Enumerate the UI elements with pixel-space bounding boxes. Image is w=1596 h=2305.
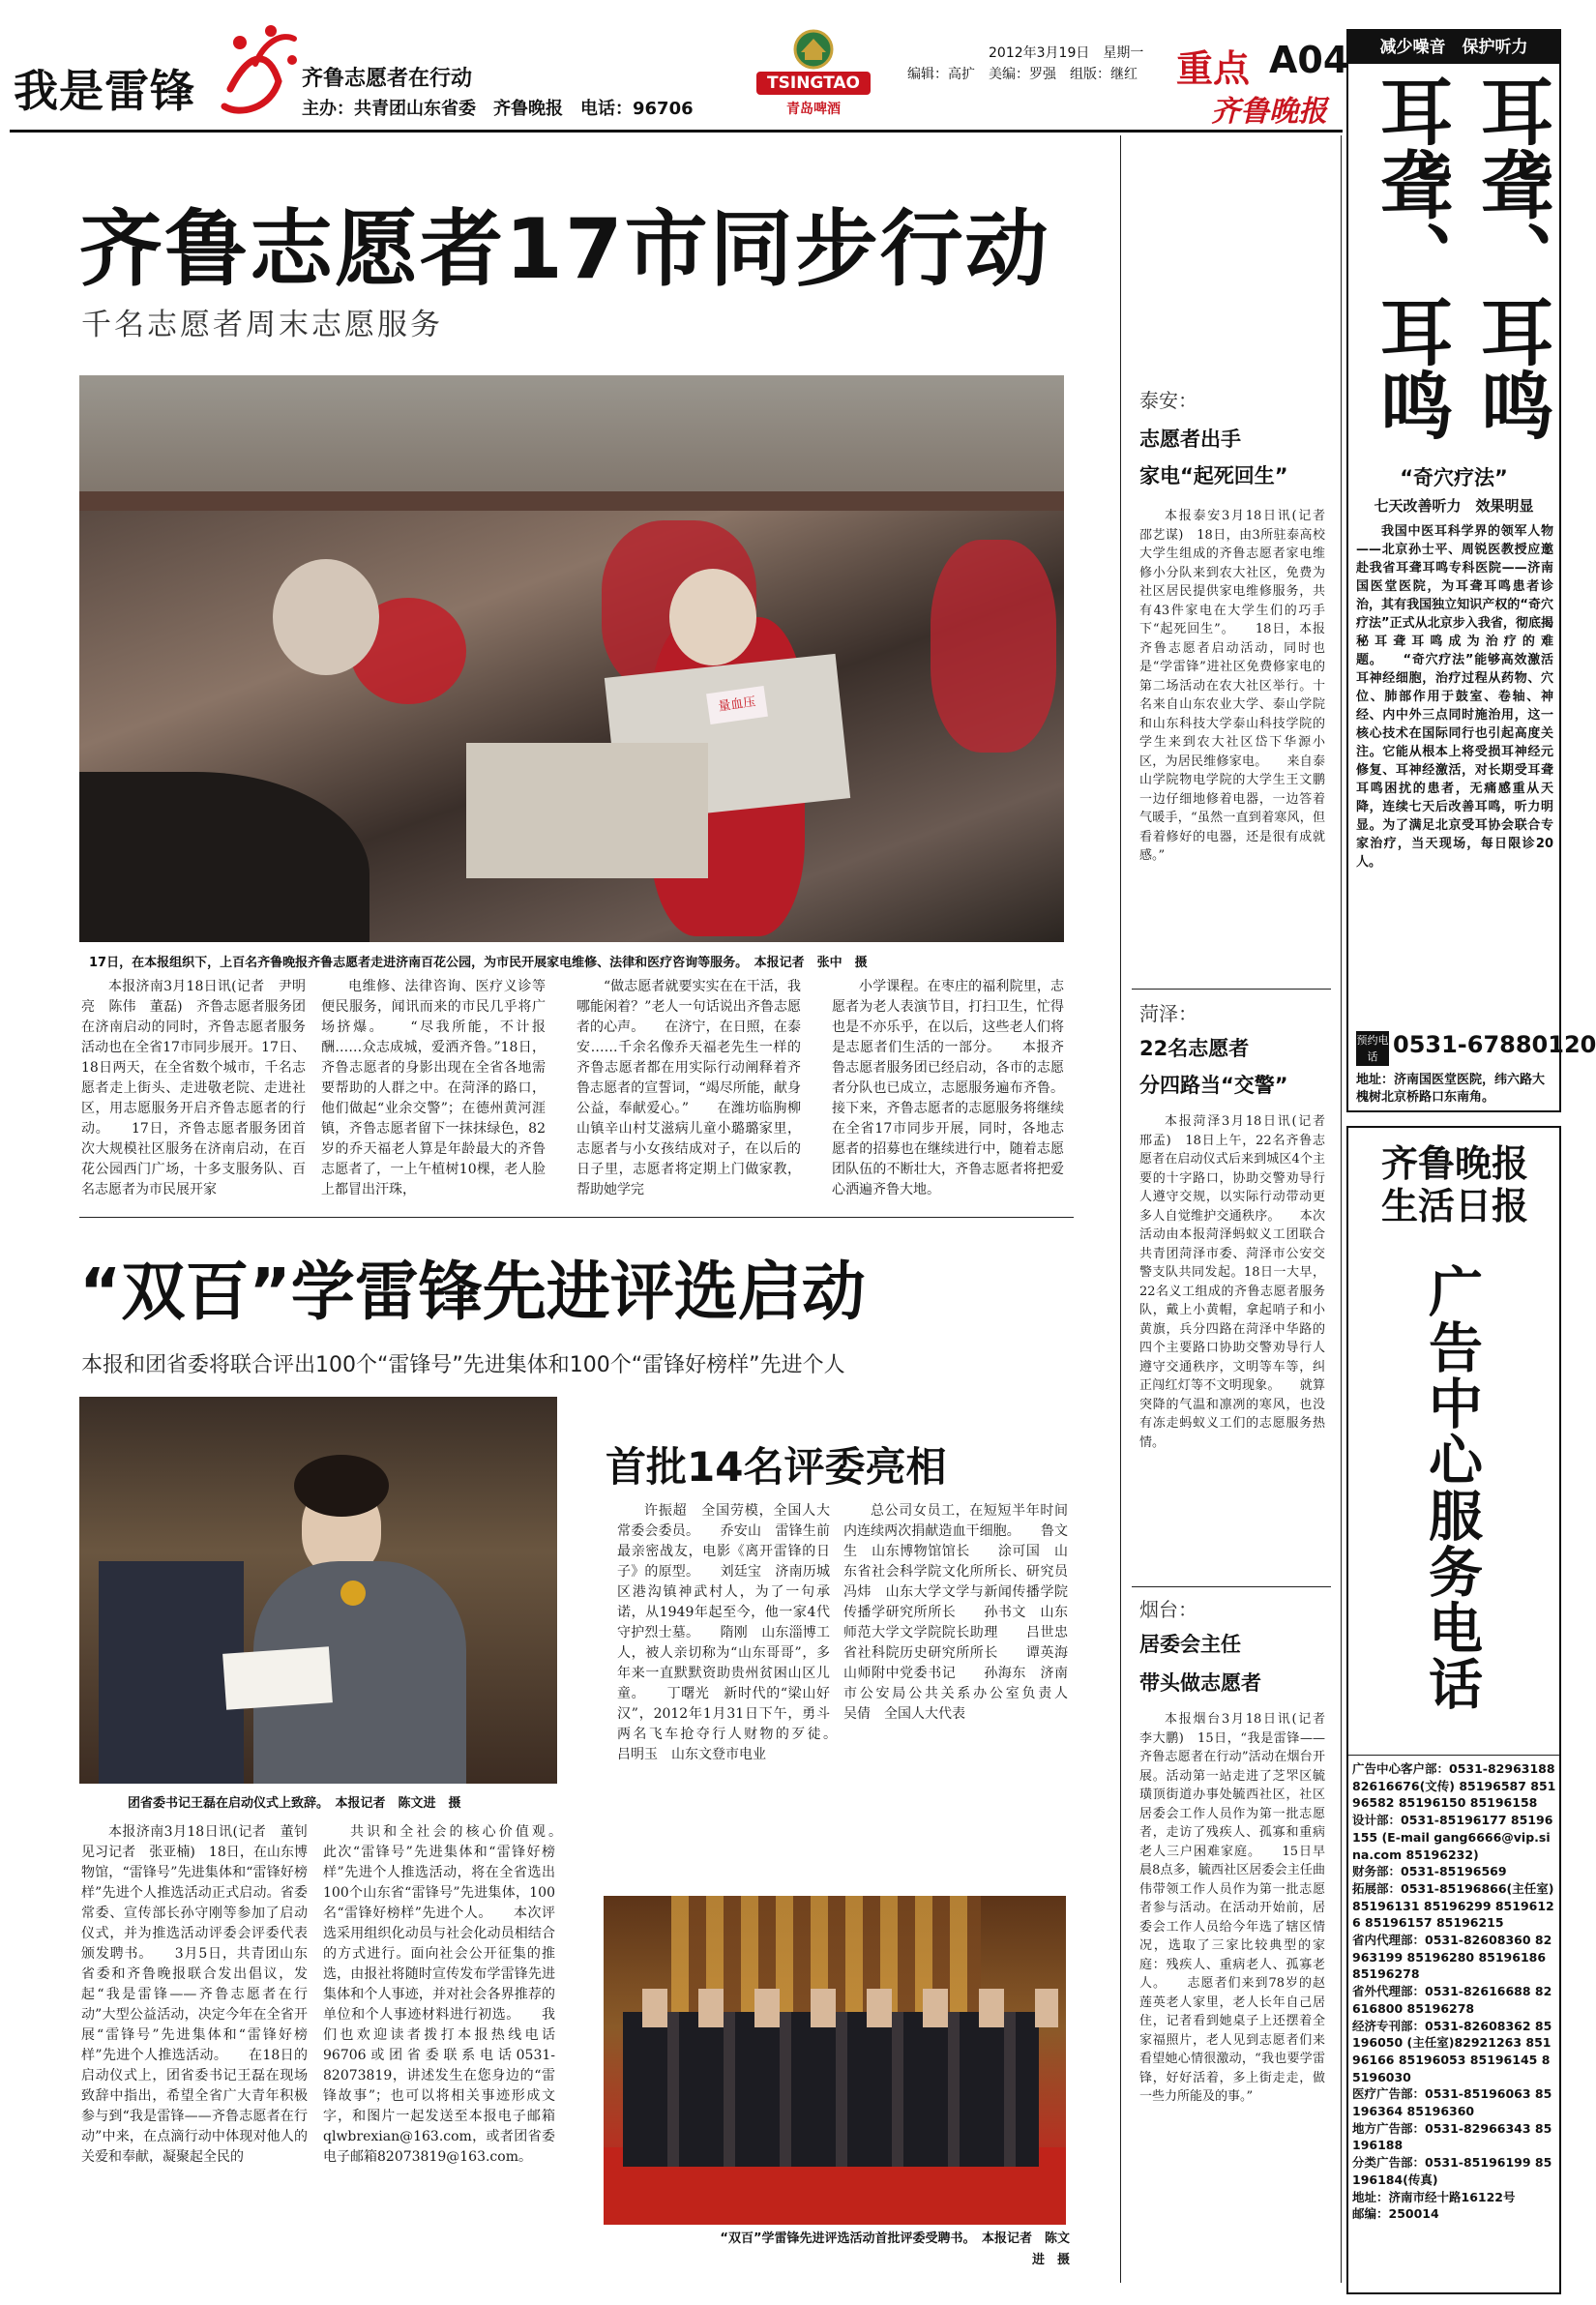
story2-column-1: 本报济南3月18日讯(记者 董钊 见习记者 张亚楠) 18日，在山东博物馆，“雷锋号”先进集体和“雷锋好榜样”先进个人推选活动正式启动。省委常委、宣传部长孙守刚等参加了启动仪式，并为推选活动评委会评委代表颁发聘书。 3月5日，共青团山东省委和齐鲁晚报联合发出倡议，发起“我是雷锋——齐鲁志愿者在行动”大型公益活动，决定今年在全省开展“雷锋号”先进集体和“雷锋好榜样”先进个人推选活动。 在18日的启动仪式上，团省委书记王磊在现场致辞中指出，希望全省广大青年积极参与到“我是雷锋——齐鲁志愿者在行动”中来，在点滴行动中体现对他人的关爱和奉献，凝聚起全民的 — [81, 1824, 321, 2165]
taian-title-2: 家电“起死回生” — [1139, 464, 1288, 488]
section-label: 重点 — [1176, 47, 1251, 90]
judges-column-2: 总公司女员工，在短短半年时间内连续两次捐献造血干细胞。 鲁文生 山东博物馆馆长 涂可国 山东省社会科学院文化所所长、研究员 冯炜 山东大学文学与新闻传播学院传播学研究所所长 孙书文 山东师范大学文学院院长助理 吕世忠 省社科院历史研究所所长 谭英海 山师附中党委书记 孙海东 济南市公安局公共关系办公室负责人 吴倩 全国人大代表 — [843, 1503, 1095, 1722]
story1-column-3: “做志愿者就要实实在在干活，我哪能闲着？”老人一句话说出齐鲁志愿者的心声。 在济宁，在日照，在泰安……千余名像乔天福老先生一样的齐鲁志愿者都在用实际行动阐释着齐鲁志愿者的宣誓词，“竭尽所能，献身公益，奉献爱心。” 在潍坊临朐柳山镇辛山村艾滋病儿童小璐璐家里，志愿者与小女孩结成对子，在以后的日子里，志愿者将定期上门做家教，帮助她学完 — [576, 979, 801, 1197]
service-paper-1: 齐鲁晚报 — [1380, 1141, 1528, 1185]
story2-subheadline: 本报和团省委将联合评出100个“雷锋号”先进集体和100个“雷锋好榜样”先进个人 — [81, 1353, 845, 1377]
taian-body: 本报泰安3月18日讯(记者 邵艺谋) 18日，由3所驻泰高校大学生组成的齐鲁志愿者家电维修小分队来到农大社区，免费为社区居民提供家电维修服务，共有43件家电在大学生们的巧手下“起死回生”。 18日，本报齐鲁志愿者启动活动，同时也是“学雷锋”进社区免费修家电的第二场活动在农大社区举行。十名来自山东农业大学、泰山学院和山东科技大学泰山科技学院的学生来到农大社区岱下华源小区，为居民维修家电。 来自泰山学院物电学院的大学生王文鹏一边仔细地修着电器，一边答着气暖手，“虽然一直到着寒风，但看着修好的电器，还是很有成就感。” — [1139, 509, 1339, 863]
heze-title-2: 分四路当“交警” — [1139, 1074, 1288, 1097]
masthead — [0, 0, 1572, 135]
main-photo-caption: 17日，在本报组织下，上百名齐鲁晚报齐鲁志愿者走进济南百花公园，为市民开展家电维修、法律和医疗咨询等服务。 本报记者 张中 摄 — [89, 956, 868, 970]
paper-name: 齐鲁晚报 — [1211, 95, 1327, 129]
service-body: 广告中心客户部：0531-82963188 82616676(文传) 85196587 85196582 85196150 85196158 设计部：0531-85196177 85196155 (E-mail gang6666@vip.sina.com 85196232) 财务部：0531-85196569 拓展部：0531-85196866(主任室) 85196131 85196299 85196126 85196157 85196215 省内代理部：0531-82608360 82963199 85196280 85196186 85196278 省外代理部：0531-82616688 82616800 85196278 经济专刊部：0531-82608362 85196050 (主任室)82921263 85196166 85196053 85196145 85196030 医疗广告部：0531-85196063 85196364 85196360 地方广告部：0531-82966343 85196188 分类广告部：0531-85196199 85196184(传真) 地址：济南市经十路16122号 邮编：250014 — [1352, 1761, 1556, 2222]
column-subtitle: 齐鲁志愿者在行动 — [302, 67, 473, 91]
judges-photo — [604, 1896, 1066, 2225]
page-number: A04 — [1269, 39, 1349, 81]
story2-headline: “双百”学雷锋先进评选启动 — [79, 1255, 866, 1329]
column-title: 我是雷锋 — [14, 65, 195, 117]
editor-credits: 编辑：高扩 美编：罗强 组版：继红 — [907, 67, 1138, 82]
masthead-rule — [10, 130, 1343, 133]
hearing-phone-label: 预约电话 — [1356, 1031, 1389, 1066]
ad-column-rule — [1341, 135, 1342, 2283]
story1-column-1: 本报济南3月18日讯(记者 尹明亮 陈伟 董磊) 齐鲁志愿者服务团在济南启动的同时，齐鲁志愿者服务活动也在全省17市同步展开。17日、18日两天，在全省数个城市，千名志愿者走上街头、走进敬老院、走进社区，用志愿服务开启齐鲁志愿者的行动。 17日，齐鲁志愿者服务团首次大规模社区服务在济南启动，在百花公园西门广场，十多支服务队、百名志愿者为市民展开家 — [81, 979, 306, 1197]
main-photo — [79, 375, 1064, 942]
judges-photo-caption: “双百”学雷锋先进评选活动首批评委受聘书。 本报记者 陈文进 摄 — [720, 2231, 1070, 2267]
main-headline: 齐鲁志愿者17市同步行动 — [79, 201, 1050, 298]
hearing-body: 我国中医耳科学界的领军人物——北京孙士平、周锐医教授应邀赴我省耳聋耳鸣专科医院——济南国医堂医院，为耳聋耳鸣患者诊治，其有我国独立知识产权的“奇穴疗法”正式从北京步入我省，彻底揭秘耳聋耳鸣成为治疗的难题。 “奇穴疗法”能够高效激活耳神经细胞，治疗过程从药物、穴位、肺部作用于鼓室、卷轴、神经、内中外三点同时施治用，这一核心技术在国际同行也引起高度关注。它能从根本上将受损耳神经元修复、耳神经激活，对长期受耳聋耳鸣困扰的患者，无痛感重从天降，连续七天后改善耳鸣，听力明显。为了满足北京受耳协会联合专家治疗，当天现场，每日限诊20人。 — [1356, 524, 1553, 870]
heze-place: 菏泽： — [1139, 1002, 1197, 1025]
sponsor-line: 主办：共青团山东省委 齐鲁晚报 电话：96706 — [302, 99, 694, 119]
taian-place: 泰安： — [1139, 389, 1197, 412]
right-column-rule — [1120, 135, 1121, 2283]
story2-photo-caption: 团省委书记王磊在启动仪式上致辞。 本报记者 陈文进 摄 — [128, 1796, 461, 1811]
heze-title-1: 22名志愿者 — [1139, 1037, 1250, 1060]
hearing-phone: 0531-67880120 — [1393, 1031, 1596, 1058]
lei-feng-logo — [211, 21, 300, 126]
hearing-big-right: 耳聋、耳鸣 — [1468, 74, 1554, 441]
judges-column-1: 许振超 全国劳模，全国人大常委会委员。 乔安山 雷锋生前最亲密战友，电影《离开雷锋的日子》的原型。 刘廷宝 济南历城区港沟镇神武村人，为了一句承诺，从1949年起至今，他一家4代守护烈士墓。 隋刚 山东淄博工人，被人亲切称为“山东哥哥”，多年来一直默默资助贵州贫困山区儿童。 丁曙光 新时代的“梁山好汉”，2012年1月31日下午，勇斗两名飞车抢夺行人财物的歹徒。 吕明玉 山东文登市电业 — [617, 1503, 857, 1762]
yantai-title-1: 居委会主任 — [1139, 1633, 1241, 1656]
hearing-slogan: 减少噪音 保护听力 — [1348, 31, 1559, 64]
service-ad — [1346, 1126, 1561, 2294]
right-divider-2 — [1132, 1586, 1331, 1587]
yantai-body: 本报烟台3月18日讯(记者 李大鹏) 15日，“我是雷锋——齐鲁志愿者在行动”活动在烟台开展。活动第一站走进了芝罘区毓璜顶街道办事处毓西社区，社区居委会工作人员作为第一批志愿者，走访了残疾人、孤寡和重病老人三户困难家庭。 15日早晨8点多，毓西社区居委会主任曲伟带领工作人员作为第一批志愿者参与活动。在活动开始前，居委会工作人员给今年选了辖区情况，选取了三家比较典型的家庭：残疾人、重病老人、孤寡老人。 志愿者们来到78岁的赵莲英老人家里，老人长年自己居住，记者看到她桌子上还摆着全家福照片，老人见到志愿者们来看望她心情很激动，“我也要学雷锋，好好活着，多上街走走，做一些力所能及的事。” — [1139, 1712, 1339, 2104]
tsingtao-emblem-icon — [789, 29, 838, 70]
main-subheadline: 千名志愿者周末志愿服务 — [81, 308, 443, 342]
hearing-big-left: 耳聋、耳鸣 — [1368, 74, 1454, 441]
story-divider — [79, 1217, 1074, 1218]
service-vertical-title: 广告中心服务电话 — [1420, 1263, 1483, 1712]
blood-pressure-sign: 量血压 — [706, 686, 768, 724]
hearing-address: 地址：济南国医堂医院，纬六路大槐树北京桥路口东南角。 — [1356, 1073, 1546, 1105]
hearing-ad — [1346, 29, 1596, 1112]
tsingtao-logo — [756, 29, 871, 121]
story1-column-2: 电维修、法律咨询、医疗义诊等便民服务，闻讯而来的市民几乎将广场挤爆。 “尽我所能，不计报酬……众志成城，爱洒齐鲁。”18日，齐鲁志愿者的身影出现在全省各地需要帮助的人群之中。在菏泽的路口，他们做起“业余交警”；在德州黄河涯镇，齐鲁志愿者留下一抹抹绿色，82岁的乔天福老人算是年龄最大的齐鲁志愿者了，一上午植树10棵，老人脸上都冒出汗珠， — [321, 979, 546, 1197]
story2-column-2: 共识和全社会的核心价值观。 此次“雷锋号”先进集体和“雷锋好榜样”先进个人推选活动，将在全省选出100个山东省“雷锋号”先进集体，100名“雷锋好榜样”先进个人。 本次评选采用组织化动员与社会化动员相结合的方式进行。面向社会公开征集的推选，由报社将随时宣传发布学雷锋先进集体和个人事迹，并对社会各界推荐的单位和个人事迹材料进行初选。 我们也欢迎读者拨打本报热线电话96706或团省委联系电话0531-82073819，讲述发生在您身边的“雷锋故事”；也可以将相关事迹形成文字，和图片一起发送至本报电子邮箱qlwbrexian@163.com，或者团省委电子邮箱82073819@163.com。 — [323, 1824, 582, 2165]
judges-heading: 首批14名评委亮相 — [606, 1443, 947, 1491]
service-paper-2: 生活日报 — [1380, 1184, 1528, 1227]
story1-column-4: 小学课程。在枣庄的福利院里，志愿者为老人表演节目，打扫卫生，忙得也是不亦乐乎，在以后，这些老人们将是志愿者们生活的一部分。 本报齐鲁志愿者服务团已经启动，各市的志愿者分队也已成立，志愿服务遍布齐鲁。接下来，齐鲁志愿者的志愿服务将继续在全省17市同步开展，同时，各地志愿者的招募也在继续进行中，随着志愿团队伍的不断壮大，齐鲁志愿者将把爱心洒遍齐鲁大地。 — [832, 979, 1064, 1197]
yantai-place: 烟台： — [1139, 1598, 1197, 1621]
issue-date: 2012年3月19日 星期一 — [989, 45, 1144, 61]
right-divider-1 — [1132, 989, 1331, 990]
hearing-tagline: 七天改善听力 效果明显 — [1374, 497, 1534, 515]
hearing-method: “奇穴疗法” — [1400, 466, 1508, 489]
yantai-title-2: 带头做志愿者 — [1139, 1671, 1261, 1695]
brand-sub: 青岛啤酒 — [786, 102, 841, 117]
taian-title-1: 志愿者出手 — [1139, 428, 1241, 451]
heze-body: 本报菏泽3月18日讯(记者 邢孟) 18日上午，22名齐鲁志愿者在启动仪式后来到城区4个主要的十字路口，协助交警劝导行人遵守交规，以实际行动带动更多人自觉维护交通秩序。 本次活动由本报菏泽蚂蚁义工团联合共青团菏泽市委、菏泽市公安交警支队共同发起。18日一大早，22名义工组成的齐鲁志愿者服务队，戴上小黄帽，拿起哨子和小黄旗，兵分四路在菏泽中华路的四个主要路口协助交警劝导行人遵守交通秩序，文明等车等，纠正闯红灯等不文明现象。 就算突降的气温和凛冽的寒风，也没有冻走蚂蚁义工们的志愿服务热情。 — [1139, 1114, 1339, 1450]
story2-photo — [79, 1397, 557, 1784]
brand-name: TSINGTAO — [756, 72, 871, 95]
